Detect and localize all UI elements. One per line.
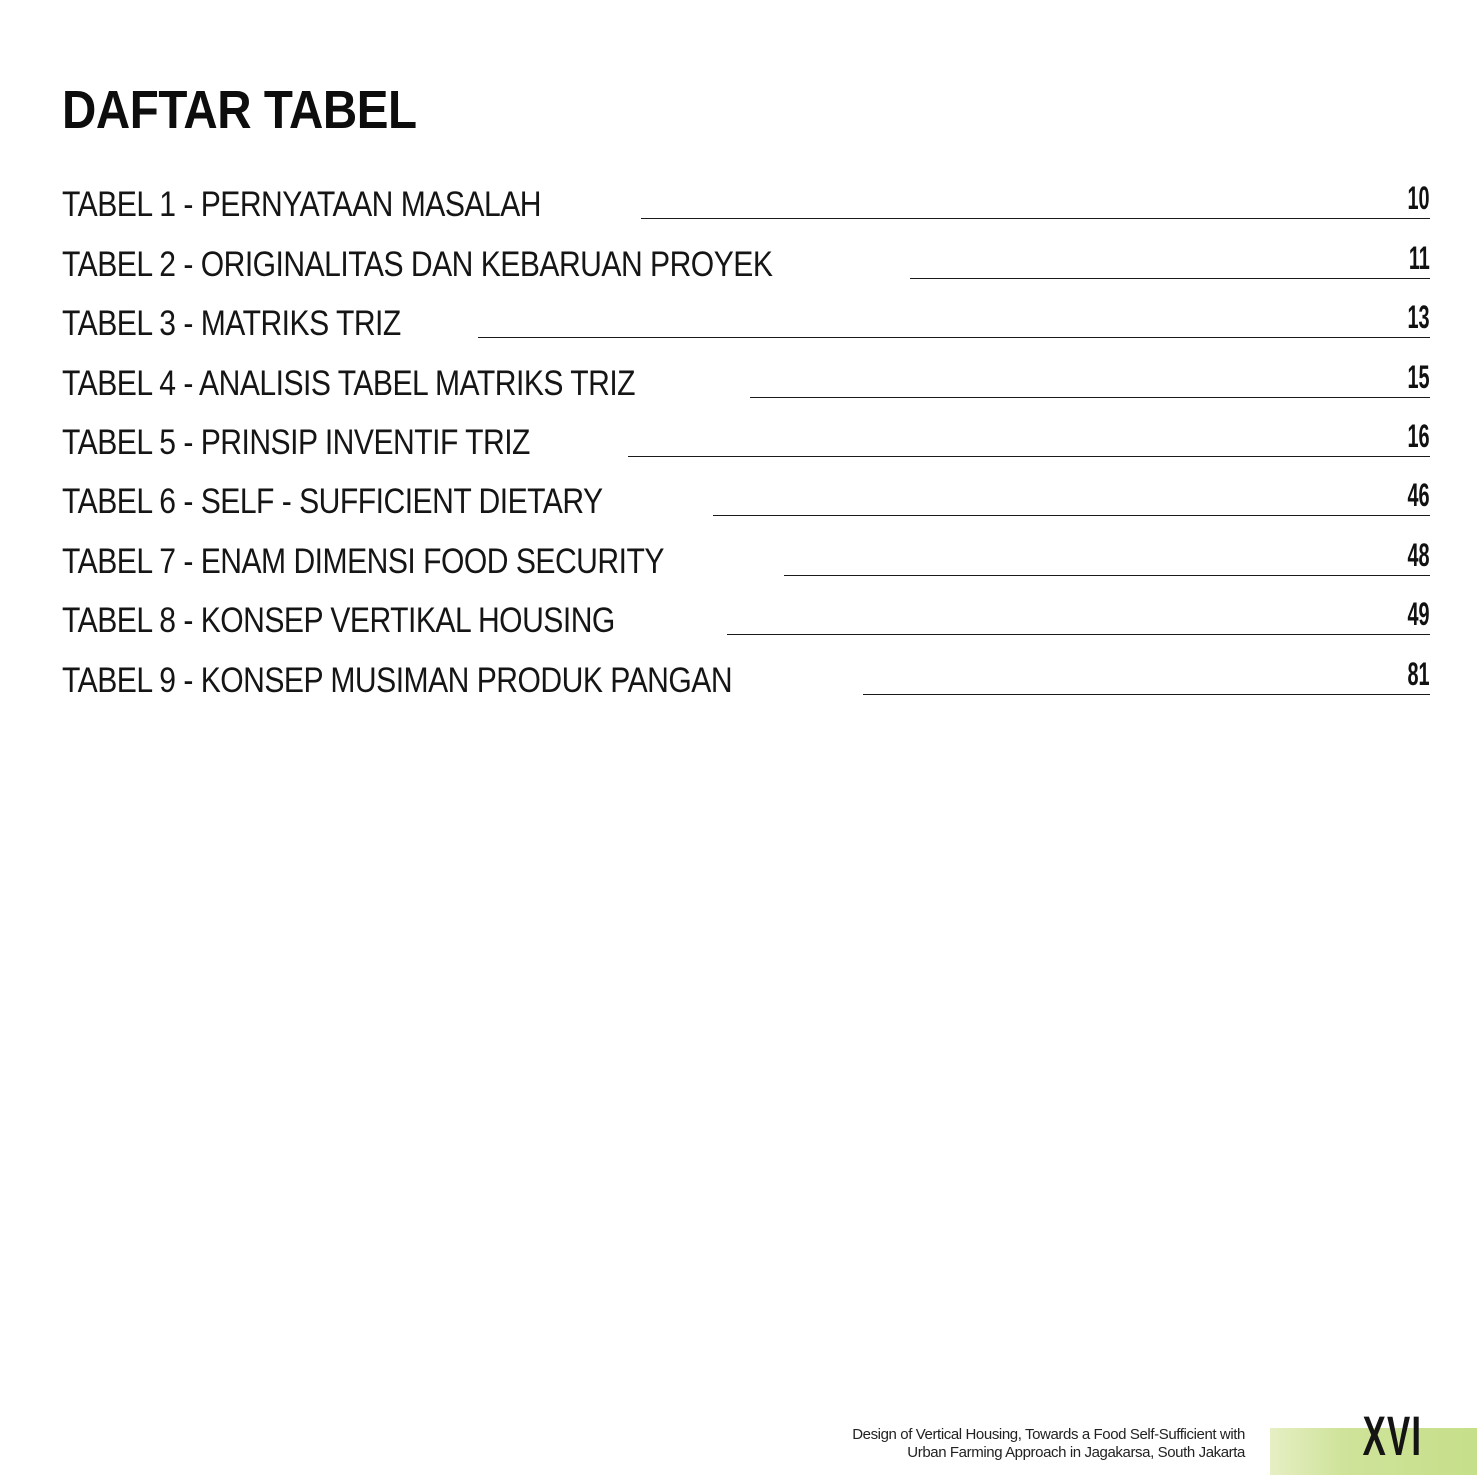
toc-entry-page: 11: [1409, 239, 1430, 276]
leader-line: [784, 575, 1430, 576]
leader-line: [713, 515, 1430, 516]
toc-entry-7[interactable]: [62, 526, 1430, 585]
toc-entry-4[interactable]: [62, 348, 1430, 407]
toc-entry-label: TABEL 1 - PERNYATAAN MASALAH: [62, 185, 541, 225]
toc-entry-page: 16: [1407, 417, 1430, 454]
toc-entry-label: TABEL 3 - MATRIKS TRIZ: [62, 304, 401, 344]
toc-entry-label: TABEL 4 - ANALISIS TABEL MATRIKS TRIZ: [62, 363, 636, 403]
toc-entry-9[interactable]: [62, 645, 1430, 704]
footer-caption-line-1: Design of Vertical Housing, Towards a Food Self-Sufficient with: [852, 1426, 1245, 1443]
toc-entry-page: 13: [1407, 299, 1430, 336]
leader-line: [863, 694, 1430, 695]
leader-line: [628, 456, 1430, 457]
toc-entry-page: 48: [1407, 536, 1430, 573]
toc-entry-label: TABEL 5 - PRINSIP INVENTIF TRIZ: [62, 422, 530, 462]
toc-entry-page: 15: [1407, 358, 1430, 395]
leader-line: [910, 278, 1430, 279]
table-of-tables: [62, 170, 1430, 705]
page-number: XVI: [1362, 1404, 1422, 1467]
toc-entry-label: TABEL 7 - ENAM DIMENSI FOOD SECURITY: [62, 541, 664, 581]
page-title: DAFTAR TABEL: [62, 80, 417, 140]
toc-entry-1[interactable]: [62, 170, 1430, 229]
leader-line: [750, 397, 1430, 398]
toc-entry-label: TABEL 9 - KONSEP MUSIMAN PRODUK PANGAN: [62, 660, 733, 700]
toc-entry-label: TABEL 8 - KONSEP VERTIKAL HOUSING: [62, 601, 615, 641]
leader-line: [641, 218, 1430, 219]
toc-entry-5[interactable]: [62, 408, 1430, 467]
toc-entry-page: 10: [1407, 180, 1430, 217]
footer-caption-line-2: Urban Farming Approach in Jagakarsa, South Jakarta: [907, 1444, 1245, 1461]
toc-entry-page: 46: [1407, 477, 1430, 514]
toc-entry-8[interactable]: [62, 586, 1430, 645]
toc-entry-3[interactable]: [62, 289, 1430, 348]
toc-entry-6[interactable]: [62, 467, 1430, 526]
leader-line: [727, 634, 1430, 635]
toc-entry-label: TABEL 6 - SELF - SUFFICIENT DIETARY: [62, 482, 603, 522]
leader-line: [478, 337, 1430, 338]
toc-entry-2[interactable]: [62, 229, 1430, 288]
toc-entry-page: 49: [1407, 596, 1430, 633]
toc-entry-page: 81: [1407, 655, 1430, 692]
footer-caption: [852, 1426, 1245, 1462]
toc-entry-label: TABEL 2 - ORIGINALITAS DAN KEBARUAN PROYEK: [62, 244, 773, 284]
